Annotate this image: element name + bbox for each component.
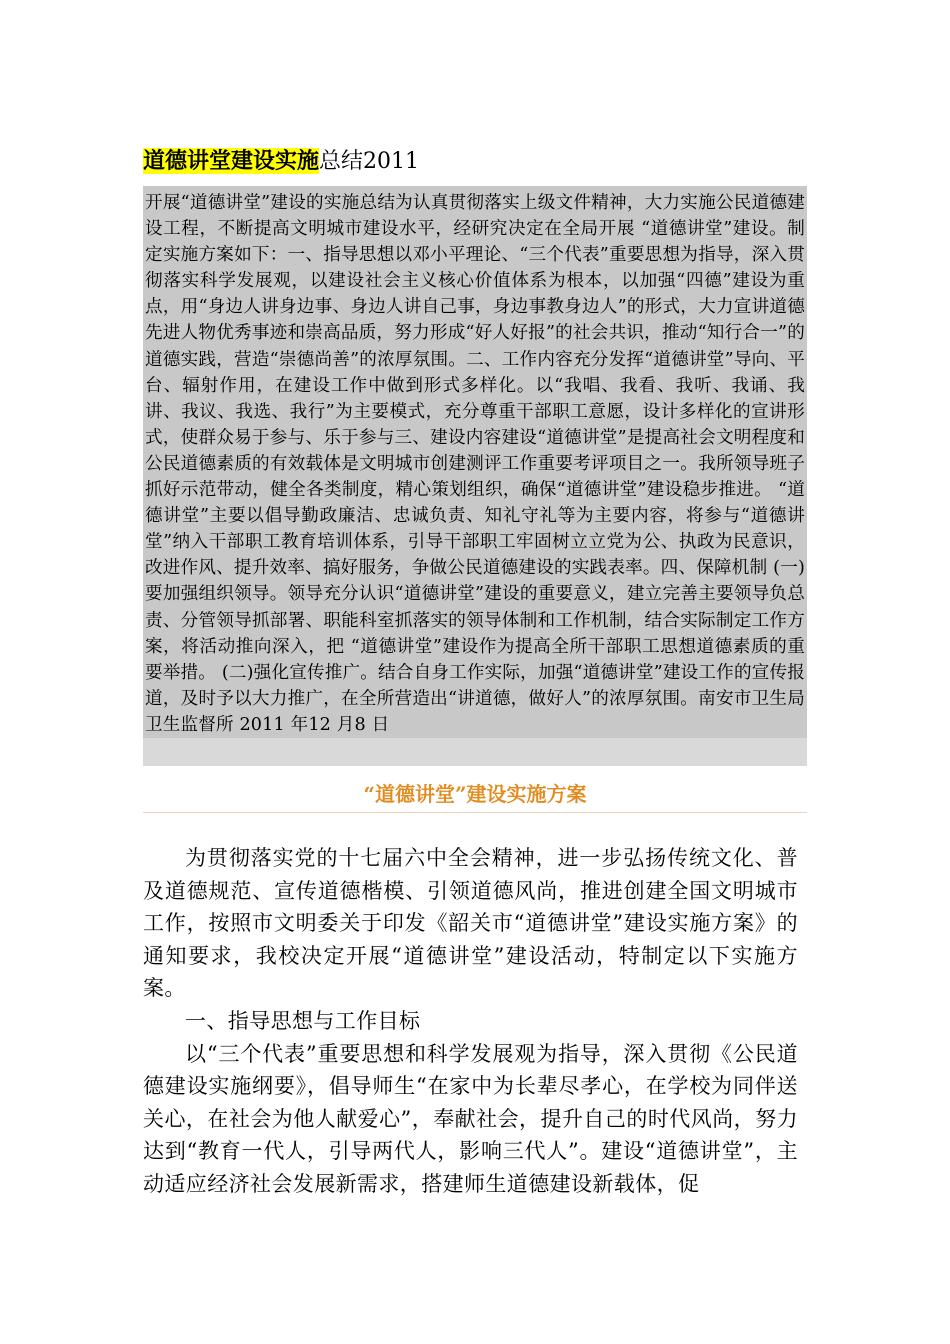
title-highlight: 道德讲堂建设实施 [143,148,320,174]
plan-body [143,842,798,1201]
paragraph-intro: 为贯彻落实党的十七届六中全会精神，进一步弘扬传统文化、普及道德规范、宣传道德楷模、引领道德风尚，推进创建全国文明城市工作，按照市文明委关于印发《韶关市“道德讲堂”建设实施方案》的通知要求，我校决定开展“道德讲堂”建设活动，特制定以下实施方案。 [143,846,798,1001]
title-rest: 总结2011 [319,149,420,174]
summary-box [143,186,807,766]
plan-title: “道德讲堂”建设实施方案 [143,778,807,813]
summary-text: 开展“道德讲堂”建设的实施总结为认真贯彻落实上级文件精神，大力实施公民道德建设工程，不断提高文明城市建设水平，经研究决定在全局开展 “道德讲堂”建设。制定实施方案如下：一、指导思想以邓小平理论、“三个代表”重要思想为指导，深入贯彻落实科学发展观，以建设社会主义核心价值体系为根本，以加强“四德”建设为重点，用“身边人讲身边事、身边人讲自己事，身边事教身边人”的形式，大力宣讲道德先进人物优秀事迹和崇高品质，努力形成“好人好报”的社会共识，推动“知行合一”的道德实践，营造“崇德尚善”的浓厚氛围。二、工作内容充分发挥“道德讲堂”导向、平台、辐射作用，在建设工作中做到形式多样化。以“我唱、我看、我听、我诵、我讲、我议、我选、我行”为主要模式，充分尊重干部职工意愿，设计多样化的宣讲形式，使群众易于参与、乐于参与三、建设内容建设“道德讲堂”是提高社会文明程度和公民道德素质的有效载体是文明城市创建测评工作重要考评项目之一。我所领导班子抓好示范带动，健全各类制度，精心策划组织，确保“道德讲堂”建设稳步推进。 “道德讲堂”主要以倡导勤政廉洁、忠诚负责、知礼守礼等为主要内容，将参与“道德讲堂”纳入干部职工教育培训体系，引导干部职工牢固树立立党为公、执政为民意识，改进作风、提升效率、搞好服务，争做公民道德建设的实践表率。四、保障机制 (一)要加强组织领导。领导充分认识“道德讲堂”建设的重要意义，建立完善主要领导负总责、分管领导抓部署、职能科室抓落实的领导体制和工作机制，结合实际制定工作方案，将活动推向深入，把 “道德讲堂”建设作为提高全所干部职工思想道德素质的重要举措。 (二)强化宣传推广。结合自身工作实际，加强“道德讲堂”建设工作的宣传报道，及时予以大力推广，在全所营造出“讲道德，做好人”的浓厚氛围。南安市卫生局卫生监督所 2011 年12 月8 日 [143,186,807,738]
paragraph-guiding: 以“三个代表”重要思想和科学发展观为指导，深入贯彻《公民道德建设实施纲要》，倡导师生“在家中为长辈尽孝心，在学校为同伴送关心，在社会为他人献爱心”，奉献社会，提升自己的时代风尚，努力达到“教育一代人，引导两代人，影响三代人”。建设“道德讲堂”，主动适应经济社会发展新需求，搭建师生道德建设新载体，促 [143,1041,798,1196]
document-title [143,146,419,177]
section-heading: 一、指导思想与工作目标 [185,1008,421,1033]
